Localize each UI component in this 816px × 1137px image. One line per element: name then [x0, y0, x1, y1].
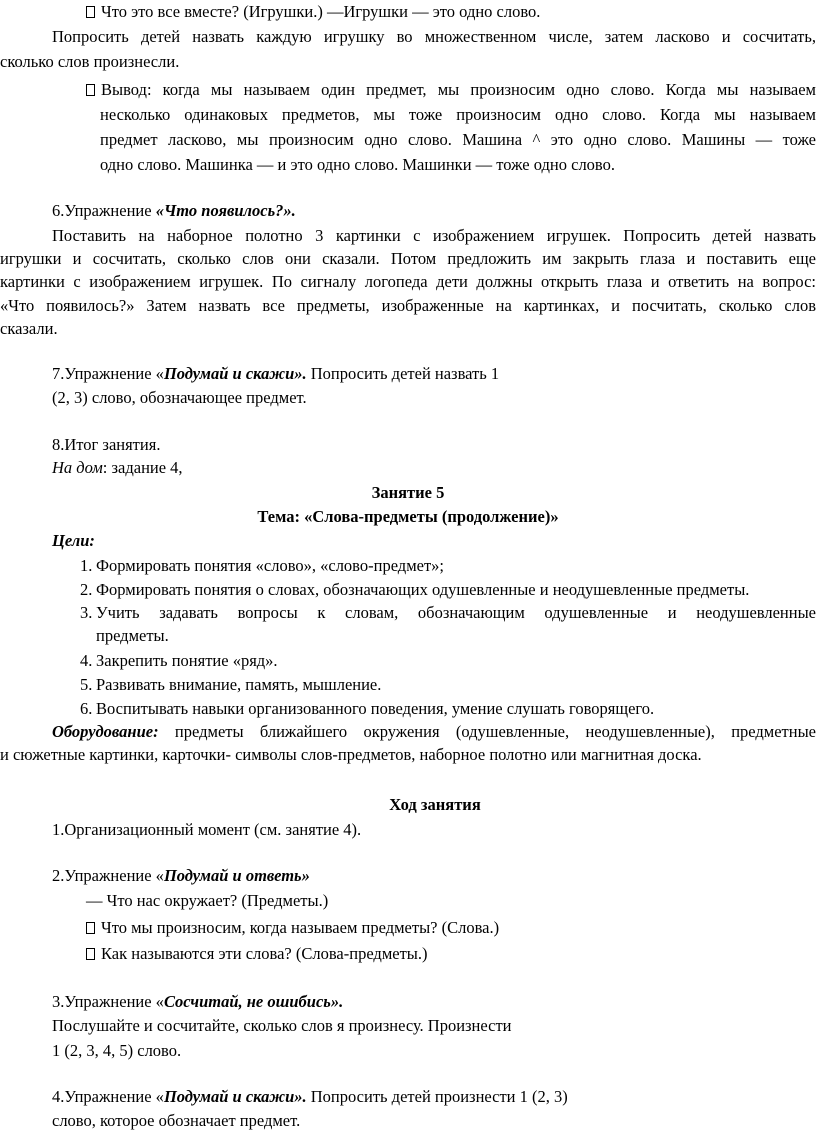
goal-number: 5.: [80, 675, 93, 694]
equipment-label: Оборудование:: [52, 722, 159, 741]
exercise-7-heading: [52, 364, 499, 384]
homework-line: [52, 458, 183, 478]
exercise-3-heading: [52, 992, 343, 1012]
conclusion-line: [86, 80, 816, 100]
exercise-text: Попросить детей произнести 1 (2, 3): [306, 1087, 568, 1106]
paragraph-line: 1 (2, 3, 4, 5) слово.: [52, 1041, 182, 1060]
exercise-prefix: 4.Упражнение «: [52, 1087, 164, 1106]
paragraph-line: «Что появилось?» Затем назвать все предметы, изображенные на картинках, и посчитать, сколько слов: [0, 296, 816, 315]
question-text: Что это все вместе? (Игрушки.) —Игрушки — это одно слово.: [101, 2, 541, 21]
paragraph-line: картинки с изображением игрушек. По сигналу логопеда дети должны открыть глаза и ответить на вопрос:: [0, 272, 816, 291]
goal-number: 4.: [80, 651, 93, 670]
exercise-title: Подумай и скажи».: [163, 364, 307, 383]
dialog-line: [86, 944, 428, 964]
summary-line: 8.Итог занятия.: [52, 435, 161, 454]
goal-number: 2.: [80, 580, 93, 599]
exercise-6-heading: [52, 201, 296, 221]
bullet-box-icon: [86, 922, 95, 934]
homework-label: На дом: [52, 458, 103, 477]
goal-text: Формировать понятия «слово», «слово-предмет»;: [96, 556, 444, 575]
exercise-title: Подумай и ответь»: [163, 866, 310, 885]
homework-text: : задание 4,: [102, 458, 183, 477]
lesson-topic: Тема: «Слова-предметы (продолжение)»: [257, 507, 559, 526]
org-moment-line: 1.Организационный момент (см. занятие 4).: [52, 820, 362, 839]
conclusion-line: предмет ласково, мы произносим одно слово. Машина ^ это одно слово. Машины — тоже: [100, 130, 816, 149]
paragraph-line: Послушайте и сосчитайте, сколько слов я произнесу. Произнести: [52, 1016, 512, 1035]
paragraph-line: сказали.: [0, 319, 58, 338]
paragraph-line: сколько слов произнесли.: [0, 52, 180, 71]
exercise-prefix: 3.Упражнение «: [52, 992, 164, 1011]
dialog-line: — Что нас окружает? (Предметы.): [86, 891, 329, 910]
course-title: Ход занятия: [389, 795, 481, 814]
goal-text: Развивать внимание, память, мышление.: [96, 675, 382, 694]
goal-number: 1.: [80, 556, 93, 575]
paragraph-line: (2, 3) слово, обозначающее предмет.: [52, 388, 307, 407]
paragraph-line: игрушки и сосчитать, сколько слов они сказали. Потом предложить им закрыть глаза и поставить еще: [0, 249, 816, 268]
paragraph-line: Поставить на наборное полотно 3 картинки с изображением игрушек. Попросить детей назвать: [52, 226, 816, 245]
exercise-title: Сосчитай, не ошибись».: [163, 992, 344, 1011]
goal-text: Воспитывать навыки организованного поведения, умение слушать говорящего.: [96, 699, 655, 718]
exercise-title: «Что появилось?».: [155, 201, 296, 220]
bullet-box-icon: [86, 948, 95, 960]
bullet-box-icon: [86, 84, 95, 96]
dialog-text: Как называются эти слова? (Слова-предметы.): [101, 944, 428, 963]
conclusion-text: Вывод: когда мы называем один предмет, мы произносим одно слово. Когда мы называем: [101, 80, 816, 99]
exercise-text: Попросить детей назвать 1: [306, 364, 500, 383]
conclusion-line: одно слово. Машинка — и это одно слово. Машинки — тоже одно слово.: [100, 155, 615, 174]
exercise-title: Подумай и скажи».: [163, 1087, 307, 1106]
conclusion-line: несколько одинаковых предметов, мы тоже произносим одно слово. Когда мы называем: [100, 105, 816, 124]
question-line: [86, 2, 540, 22]
paragraph-line: слово, которое обозначает предмет.: [52, 1111, 301, 1130]
goal-number: 3.: [80, 603, 93, 622]
exercise-prefix: 6.Упражнение: [52, 201, 156, 220]
equipment-line: и сюжетные картинки, карточки- символы слов-предметов, наборное полотно или магнитная доска.: [0, 745, 702, 764]
dialog-text: Что мы произносим, когда называем предметы? (Слова.): [101, 918, 500, 937]
exercise-prefix: 2.Упражнение «: [52, 866, 164, 885]
paragraph-line: Попросить детей назвать каждую игрушку во множественном числе, затем ласково и сосчитать,: [52, 27, 816, 46]
equipment-line: [52, 722, 816, 742]
goals-label: Цели:: [52, 531, 95, 550]
goal-text: Формировать понятия о словах, обозначающих одушевленные и неодушевленные предметы.: [96, 580, 750, 599]
dialog-line: [86, 918, 499, 938]
goal-text: Закрепить понятие «ряд».: [96, 651, 278, 670]
exercise-2-heading: [52, 866, 310, 886]
goal-text: предметы.: [96, 626, 169, 645]
exercise-4-heading: [52, 1087, 568, 1107]
goal-text: Учить задавать вопросы к словам, обозначающим одушевленные и неодушевленные: [96, 603, 816, 622]
lesson-title: Занятие 5: [371, 483, 445, 502]
equipment-text: предметы ближайшего окружения (одушевленные, неодушевленные), предметные: [158, 722, 816, 741]
bullet-box-icon: [86, 6, 95, 18]
goal-number: 6.: [80, 699, 93, 718]
exercise-prefix: 7.Упражнение «: [52, 364, 164, 383]
